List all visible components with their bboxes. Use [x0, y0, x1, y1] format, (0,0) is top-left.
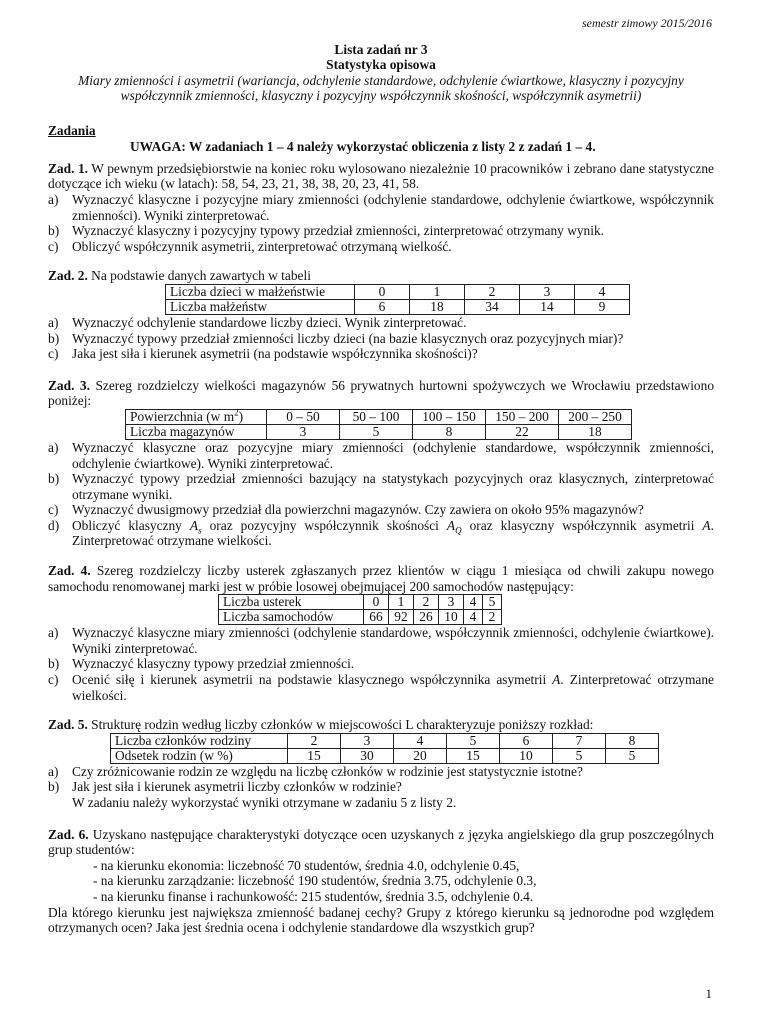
item-label: a)	[48, 625, 59, 641]
page-number: 1	[705, 986, 712, 1001]
task-5-note: W zadaniu należy wykorzystać wyniki otrzymane w zadaniu 5 z listy 2.	[72, 795, 457, 810]
item-label: a)	[48, 439, 59, 455]
item-label: b)	[48, 330, 60, 346]
task-2-heading: Zad. 2.	[48, 268, 88, 284]
symbol-letter: A	[189, 517, 199, 533]
task-4-text: Szereg rozdzielczy liczby usterek zgłaszanych przez klientów w ciągu 1 miesiąca od chwili zakupu nowego samochodu renomowanej marki jest w próbie losowej obejmującej 200 samochodów następujący:	[48, 563, 715, 594]
task-4-heading: Zad. 4.	[48, 563, 91, 579]
task-1-item-b	[48, 223, 714, 239]
table-row	[166, 299, 630, 314]
item-text: Jak jest siła i kierunek asymetrii liczby członków w rodzinie?	[72, 779, 402, 795]
item-label: a)	[48, 191, 59, 207]
item-text-part: Ocenić siłę i kierunek asymetrii na podstawie klasycznego współczynnika asymetrii	[72, 672, 553, 688]
table-row	[219, 595, 502, 610]
table-cell: Liczba członków rodziny	[111, 733, 288, 748]
table-cell: 10	[500, 748, 553, 763]
task-5-text: Strukturę rodzin według liczby członków w miejscowości L charakteryzuje poniższy rozkład:	[91, 717, 594, 733]
task-2-table	[165, 284, 630, 315]
item-text	[72, 518, 714, 549]
task-5	[48, 717, 714, 810]
task-6-heading: Zad. 6.	[48, 826, 89, 842]
tasks-heading-row	[48, 123, 714, 155]
table-cell: Liczba małżeństw	[166, 299, 355, 314]
table-cell: 5	[340, 424, 413, 439]
table-cell: 2	[414, 595, 439, 610]
task-1-item-c	[48, 239, 714, 255]
table-cell: 22	[486, 424, 559, 439]
item-label: c)	[48, 502, 59, 518]
task-4-table	[218, 594, 502, 625]
item-text: Wyznaczyć klasyczny i pozycyjny typowy przedział zmienności, zinterpretować otrzymany wynik.	[72, 223, 605, 239]
symbol-letter: A	[446, 517, 456, 533]
table-row	[166, 284, 630, 299]
item-label: c)	[48, 672, 59, 688]
table-row	[111, 733, 659, 748]
semester-label: semestr zimowy 2015/2016	[582, 16, 712, 30]
table-cell: 20	[394, 748, 447, 763]
task-6-group-line: - na kierunku zarządzanie: liczebność 190 studentów, średnia 3.75, odchylenie 0.3,	[93, 873, 537, 889]
task-1	[48, 161, 714, 255]
table-cell: Liczba usterek	[219, 595, 364, 610]
topics-line: Miary zmienności i asymetrii (wariancja, odchylenie standardowe, odchylenie ćwiartkowe, klasyczny i pozycyjny współczynnik zmienności, klasyczny i pozycyjny współczynnik skośności, współczynnik asymetrii)	[78, 72, 684, 103]
table-cell	[126, 409, 267, 424]
course-subtitle: Statystyka opisowa	[326, 57, 436, 73]
table-cell: 3	[520, 284, 575, 299]
symbol-a: A	[552, 672, 561, 688]
table-cell: 9	[575, 299, 630, 314]
table-cell: 0 – 50	[267, 409, 340, 424]
table-cell: 4	[464, 610, 483, 625]
table-cell: 100 – 150	[413, 409, 486, 424]
item-label: d)	[48, 517, 60, 533]
table-cell: 2	[465, 284, 520, 299]
task-3-item-b	[48, 471, 714, 502]
task-6-question: Dla którego kierunku jest największa zmienność badanej cechy? Grupy z którego kierunku są jednorodne pod względem otrzymanych ocen? Jaka jest średnia ocena i odchylenie standardowe dla wszystkich grup?	[48, 904, 714, 936]
table-row	[111, 748, 659, 763]
table-cell: 8	[606, 733, 659, 748]
table-cell: 3	[439, 595, 464, 610]
task-3-item-d	[48, 518, 714, 549]
symbol-subscript: Q	[455, 525, 462, 536]
table-cell: 8	[413, 424, 486, 439]
table-cell: 5	[606, 748, 659, 763]
task-6-intro	[48, 827, 714, 858]
task-2-item-a	[48, 315, 714, 331]
item-text-part: Obliczyć klasyczny	[72, 517, 190, 533]
task-4-item-a	[48, 625, 714, 656]
task-4	[48, 563, 714, 703]
task-4-item-b	[48, 656, 714, 672]
item-text: Wyznaczyć klasyczne oraz pozycyjne miary zmienności (odchylenie standardowe, współczynnik zmienności, odchylenie ćwiartkowe). Wyniki zinterpretować.	[72, 439, 714, 471]
table-cell: 5	[553, 748, 606, 763]
table-cell: 30	[341, 748, 394, 763]
task-5-intro	[48, 717, 714, 733]
table-cell: 4	[464, 595, 483, 610]
task-3-table	[125, 409, 632, 440]
table-cell: Liczba dzieci w małżeństwie	[166, 284, 355, 299]
table-cell: 1	[389, 595, 414, 610]
table-cell: 4	[575, 284, 630, 299]
item-text: Wyznaczyć odchylenie standardowe liczby dzieci. Wynik zinterpretować.	[72, 314, 467, 330]
table-cell: 7	[553, 733, 606, 748]
table-cell: 50 – 100	[340, 409, 413, 424]
table-cell: 92	[389, 610, 414, 625]
table-cell: 3	[267, 424, 340, 439]
item-text: Obliczyć współczynnik asymetrii, zinterpretować otrzymaną wielkość.	[72, 238, 452, 254]
item-label: a)	[48, 314, 59, 330]
task-3	[48, 378, 714, 549]
task-1-intro	[48, 161, 714, 192]
table-cell: Liczba samochodów	[219, 610, 364, 625]
table-row	[126, 424, 632, 439]
item-text-part: oraz pozycyjny współczynnik skośności	[201, 517, 447, 533]
symbol-a-q	[446, 517, 462, 536]
item-label: b)	[48, 779, 60, 795]
table-cell: 26	[414, 610, 439, 625]
table-cell: 150 – 200	[486, 409, 559, 424]
table-row	[219, 610, 502, 625]
item-label: b)	[48, 656, 60, 672]
item-text: Wyznaczyć klasyczne i pozycyjne miary zmienności (odchylenie standardowe, odchylenie ćwiartkowe, współczynnik zmienności). Wyniki zinterpretować.	[72, 191, 714, 223]
item-text-part: oraz klasyczny współczynnik asymetrii	[461, 517, 703, 533]
item-label: c)	[48, 238, 59, 254]
task-3-intro	[48, 378, 714, 409]
task-1-text: W pewnym przedsiębiorstwie na koniec roku wylosowano niezależnie 10 pracowników i zebrano dane statystyczne dotyczące ich wieku (w latach): 58, 54, 23, 21, 38, 38, 20, 23, 41, 58.	[48, 160, 715, 192]
task-2-item-b	[48, 331, 714, 347]
table-cell: 66	[364, 610, 389, 625]
task-6	[48, 827, 714, 936]
item-text: Jaka jest siła i kierunek asymetrii (na podstawie współczynnika skośności)?	[72, 346, 478, 362]
table-cell: 3	[341, 733, 394, 748]
item-label: b)	[48, 223, 60, 239]
task-1-heading: Zad. 1.	[48, 160, 88, 176]
table-cell: 10	[439, 610, 464, 625]
task-5-table	[110, 733, 659, 764]
task-1-item-a	[48, 192, 714, 223]
symbol-a: A	[702, 517, 711, 533]
task-6-group-line: - na kierunku ekonomia: liczebność 70 studentów, średnia 4.0, odchylenie 0.45,	[93, 857, 520, 873]
table-cell: 2	[288, 733, 341, 748]
table-cell: 15	[447, 748, 500, 763]
table-cell: 15	[288, 748, 341, 763]
task-3-item-c	[48, 502, 714, 518]
item-text	[72, 672, 714, 703]
table-cell: 4	[394, 733, 447, 748]
task-5-item-b	[48, 779, 714, 795]
task-2-text: Na podstawie danych zawartych w tabeli	[91, 268, 311, 284]
task-4-intro	[48, 563, 714, 594]
item-label: b)	[48, 471, 60, 487]
task-2	[48, 268, 714, 361]
table-cell: 0	[364, 595, 389, 610]
task-6-text: Uzyskano następujące charakterystyki dotyczące ocen uzyskanych z języka angielskiego dla grup poszczególnych grup studentów:	[48, 826, 714, 858]
tasks-heading: Zadania	[48, 122, 96, 138]
item-label: a)	[48, 763, 59, 779]
task-3-text: Szereg rozdzielczy wielkości magazynów 56 prywatnych hurtowni spożywczych we Wrocławiu przedstawiono poniżej:	[48, 377, 715, 409]
item-text-part: . Zinterpretować otrzymane wielkości.	[72, 517, 714, 549]
table-cell: 5	[483, 595, 502, 610]
table-cell: 18	[410, 299, 465, 314]
table-cell: 1	[410, 284, 465, 299]
table-cell: 6	[500, 733, 553, 748]
item-text-part: . Zinterpretować otrzymane wielkości.	[72, 672, 715, 703]
area-label: Powierzchnia (w m	[130, 408, 235, 424]
list-title: Lista zadań nr 3	[334, 41, 428, 57]
item-text: Wyznaczyć klasyczne miary zmienności (odchylenie standardowe, współczynnik zmienności, odchylenie ćwiartkowe). Wyniki zinterpretować.	[72, 625, 714, 656]
task-4-item-c	[48, 672, 714, 703]
item-text: Wyznaczyć dwusigmowy przedział dla powierzchni magazynów. Czy zawiera on około 95% magazynów?	[72, 502, 644, 518]
task-3-item-a	[48, 440, 714, 471]
task-5-item-a	[48, 764, 714, 780]
table-cell: Odsetek rodzin (w %)	[111, 748, 288, 763]
item-text: Wyznaczyć typowy przedział zmienności bazujący na statystykach pozycyjnych oraz klasycznych, zinterpretować otrzymane wyniki.	[72, 471, 714, 502]
table-cell: 5	[447, 733, 500, 748]
item-text: Wyznaczyć typowy przedział zmienności liczby dzieci (na bazie klasycznych oraz pozycyjnych miar)?	[72, 330, 624, 346]
table-cell: 18	[559, 424, 632, 439]
table-cell: 2	[483, 610, 502, 625]
table-cell: 0	[355, 284, 410, 299]
note-uwaga: UWAGA: W zadaniach 1 – 4 należy wykorzystać obliczenia z listy 2 z zadań 1 – 4.	[130, 138, 596, 154]
area-label-close: )	[238, 408, 244, 424]
table-cell: Liczba magazynów	[126, 424, 267, 439]
table-cell: 6	[355, 299, 410, 314]
symbol-subscript: s	[198, 525, 202, 536]
table-cell: 14	[520, 299, 575, 314]
symbol-a-s	[189, 517, 202, 536]
table-cell: 34	[465, 299, 520, 314]
task-2-item-c	[48, 346, 714, 362]
area-label-sup: 2	[234, 407, 239, 418]
task-6-group-line: - na kierunku finanse i rachunkowość: 215 studentów, średnia 3.5, odchylenie 0.4.	[93, 888, 534, 904]
task-3-heading: Zad. 3.	[48, 377, 90, 393]
table-cell: 200 – 250	[559, 409, 632, 424]
item-text: Czy zróżnicowanie rodzin ze względu na liczbę członków w rodzinie jest statystycznie istotne?	[72, 763, 583, 779]
task-5-heading: Zad. 5.	[48, 717, 88, 733]
item-text: Wyznaczyć klasyczny typowy przedział zmienności.	[72, 656, 355, 672]
task-2-intro	[48, 268, 714, 284]
item-label: c)	[48, 346, 59, 362]
table-row	[126, 409, 632, 424]
